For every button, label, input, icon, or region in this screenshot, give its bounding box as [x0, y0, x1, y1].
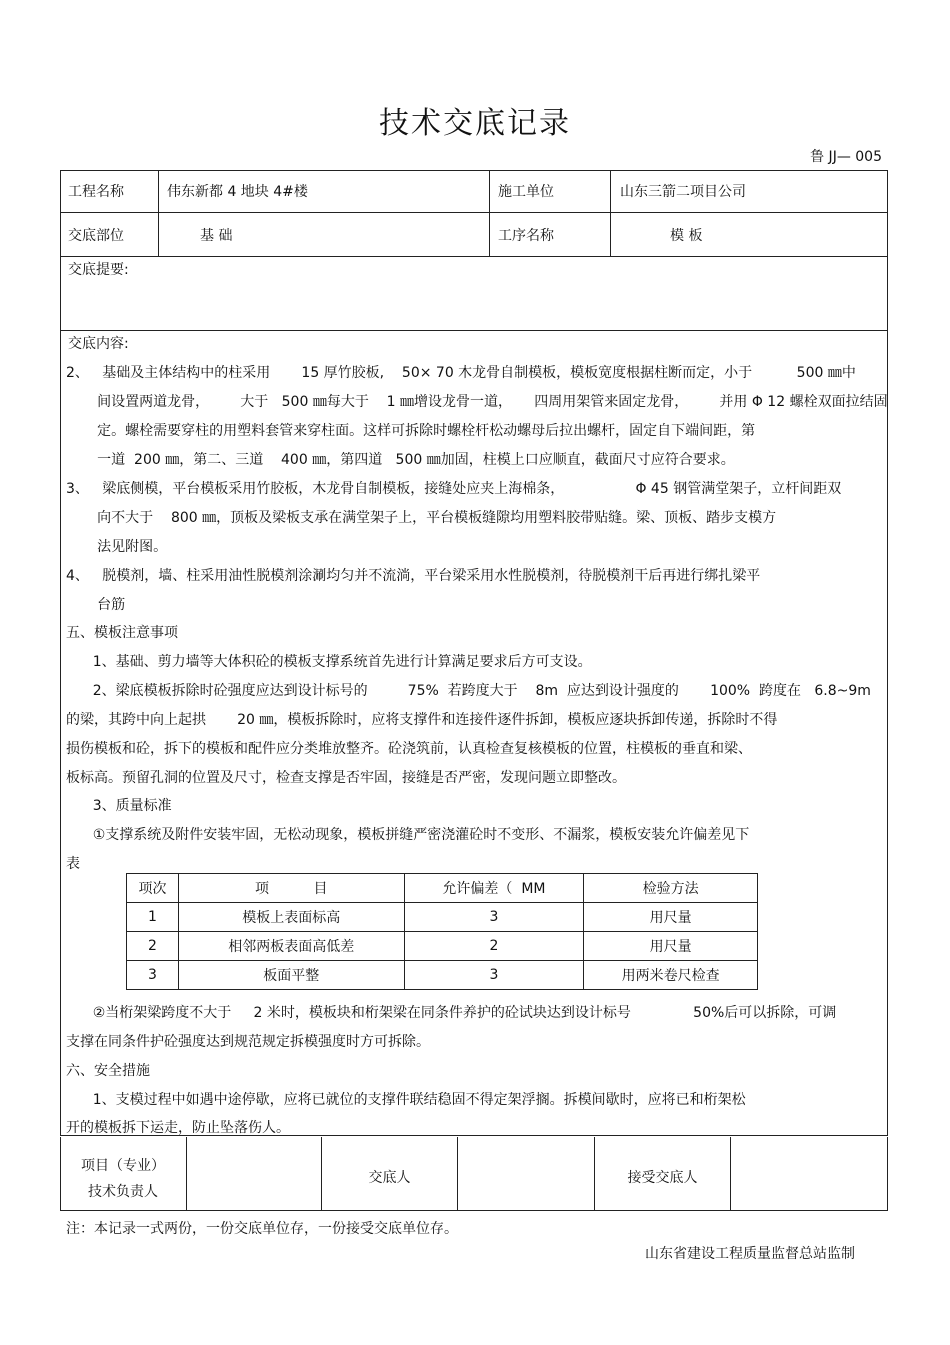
table-cell: 2	[404, 932, 584, 961]
content-line: 支撑在同条件护砼强度达到规范规定拆模强度时方可拆除。	[66, 1034, 430, 1050]
col-divider-3	[610, 170, 611, 256]
tolerance-table	[126, 873, 758, 990]
content-line: 2、 基础及主体结构中的柱采用 15 厚竹胶板, 50× 70 木龙骨自制模板，模板宽度根据柱断而定，小于 500 ㎜中	[66, 365, 856, 381]
summary-label: 交底提要:	[68, 262, 129, 278]
content-line: 的梁，其跨中向上起拱 20 ㎜，模板拆除时，应将支撑件和连接件逐件拆卸，模板应逐块拆卸传递，拆除时不得	[66, 712, 778, 728]
content-line: 定。螺栓需要穿柱的用塑料套管来穿柱面。这样可拆除时螺栓杆松动螺母后拉出螺杆，固定自下端间距，第	[66, 423, 756, 439]
table-cell: 2	[127, 932, 179, 961]
tech-lead-signature-field[interactable]	[188, 1139, 320, 1209]
content-line: 间设置两道龙骨， 大于 500 ㎜每大于 1 ㎜增设龙骨一道， 四周用架管来固定龙骨， 并用 Φ 12 螺栓双面拉结固	[66, 394, 888, 410]
row-divider-2	[60, 256, 888, 257]
table-header-row	[127, 874, 758, 903]
content-line: 1、基础、剪力墙等大体积砼的模板支撑系统首先进行计算满足要求后方可支设。	[66, 654, 592, 670]
table-cell: 板面平整	[178, 961, 404, 990]
sig-divider	[457, 1137, 458, 1211]
page-title: 技术交底记录	[379, 106, 571, 141]
table-cell: 3	[404, 903, 584, 932]
table-cell: 模板上表面标高	[178, 903, 404, 932]
content-line: 开的模板拆下运走，防止坠落伤人。	[66, 1120, 290, 1136]
content-line: 台筋	[66, 597, 126, 613]
process-label: 工序名称	[498, 228, 554, 244]
content-line: 3、 梁底侧模，平台模板采用竹胶板，木龙骨自制模板，接缝处应夹上海棉条， Φ 45 钢管满堂架子，立杆间距双	[66, 481, 842, 497]
project-name-value: 伟东新都 4 地块 4#楼	[167, 184, 308, 200]
part-value: 基 础	[200, 228, 233, 244]
table-header: 项 目	[178, 874, 404, 903]
table-row	[127, 961, 758, 990]
content-line: ②当桁架梁跨度不大于 2 米时，模板块和桁架梁在同条件养护的砼试块达到设计标号 50%后可以拆除，可调	[66, 1005, 837, 1021]
contractor-label: 施工单位	[498, 184, 554, 200]
table-header: 允许偏差（ MM	[404, 874, 584, 903]
table-cell: 用尺量	[584, 932, 758, 961]
tech-lead-label-line1: 项目（专业）	[81, 1158, 165, 1174]
form-code: 鲁 JJ— 005	[810, 149, 882, 165]
table-cell: 1	[127, 903, 179, 932]
footnote: 注：本记录一式两份，一份交底单位存，一份接受交底单位存。	[66, 1221, 458, 1237]
table-row	[127, 903, 758, 932]
process-value: 模 板	[670, 228, 703, 244]
table-cell: 3	[127, 961, 179, 990]
table-cell: 3	[404, 961, 584, 990]
table-header: 检验方法	[584, 874, 758, 903]
row-divider-3	[60, 330, 888, 331]
content-line: 1、支模过程中如遇中途停歇，应将已就位的支撑件联结稳固不得定架浮搁。拆模间歇时，应将已和桁架松	[66, 1092, 746, 1108]
table-row	[127, 932, 758, 961]
table-cell: 相邻两板表面高低差	[178, 932, 404, 961]
project-name-label: 工程名称	[68, 184, 124, 200]
content-label: 交底内容:	[68, 336, 129, 352]
content-line: 法见附图。	[66, 539, 168, 555]
table-header: 项次	[127, 874, 179, 903]
discloser-label: 交底人	[368, 1170, 411, 1186]
receiver-label: 接受交底人	[627, 1170, 698, 1186]
content-line: 一道 200 ㎜，第二、三道 400 ㎜，第四道 500 ㎜加固，柱模上口应顺直，截面尺寸应符合要求。	[66, 452, 735, 468]
content-line: 五、模板注意事项	[66, 625, 178, 641]
row-divider-1	[60, 212, 888, 213]
tech-lead-label	[66, 1153, 180, 1205]
col-divider-2	[489, 170, 490, 256]
content-line: 板标高。预留孔洞的位置及尺寸，检查支撑是否牢固，接缝是否严密，发现问题立即整改。	[66, 770, 626, 786]
table-cell: 用两米卷尺检查	[584, 961, 758, 990]
content-line: 4、 脱模剂，墙、柱采用油性脱模剂涂涮均匀并不流淌，平台梁采用水性脱模剂，待脱模剂干后再进行绑扎梁平	[66, 568, 761, 584]
col-divider-1	[158, 170, 159, 256]
discloser-signature-field[interactable]	[459, 1139, 593, 1209]
sig-divider	[730, 1137, 731, 1211]
part-label: 交底部位	[68, 228, 124, 244]
content-line: 向不大于 800 ㎜，顶板及梁板支承在满堂架子上，平台模板缝隙均用塑料胶带贴缝。梁、顶板、踏步支模方	[66, 510, 777, 526]
receiver-signature-field[interactable]	[732, 1139, 887, 1209]
supervision-note: 山东省建设工程质量监督总站监制	[645, 1246, 855, 1262]
table-cell: 用尺量	[584, 903, 758, 932]
content-line: 损伤模板和砼，拆下的模板和配件应分类堆放整齐。砼浇筑前，认真检查复核模板的位置，柱模板的垂直和梁、	[66, 741, 752, 757]
content-line: 表	[66, 856, 80, 872]
content-line: 六、安全措施	[66, 1063, 150, 1079]
content-line: 2、梁底模板拆除时砼强度应达到设计标号的 75% 若跨度大于 8m 应达到设计强度的 100% 跨度在 6.8~9m	[66, 683, 871, 699]
content-line: ①支撑系统及附件安装牢固，无松动现象，模板拼缝严密浇灌砼时不变形、不漏浆，模板安装允许偏差见下	[66, 827, 750, 843]
sig-divider	[186, 1137, 187, 1211]
content-line: 3、质量标准	[66, 798, 172, 814]
tech-lead-label-line2: 技术负责人	[88, 1184, 158, 1200]
contractor-value: 山东三箭二项目公司	[620, 184, 746, 200]
